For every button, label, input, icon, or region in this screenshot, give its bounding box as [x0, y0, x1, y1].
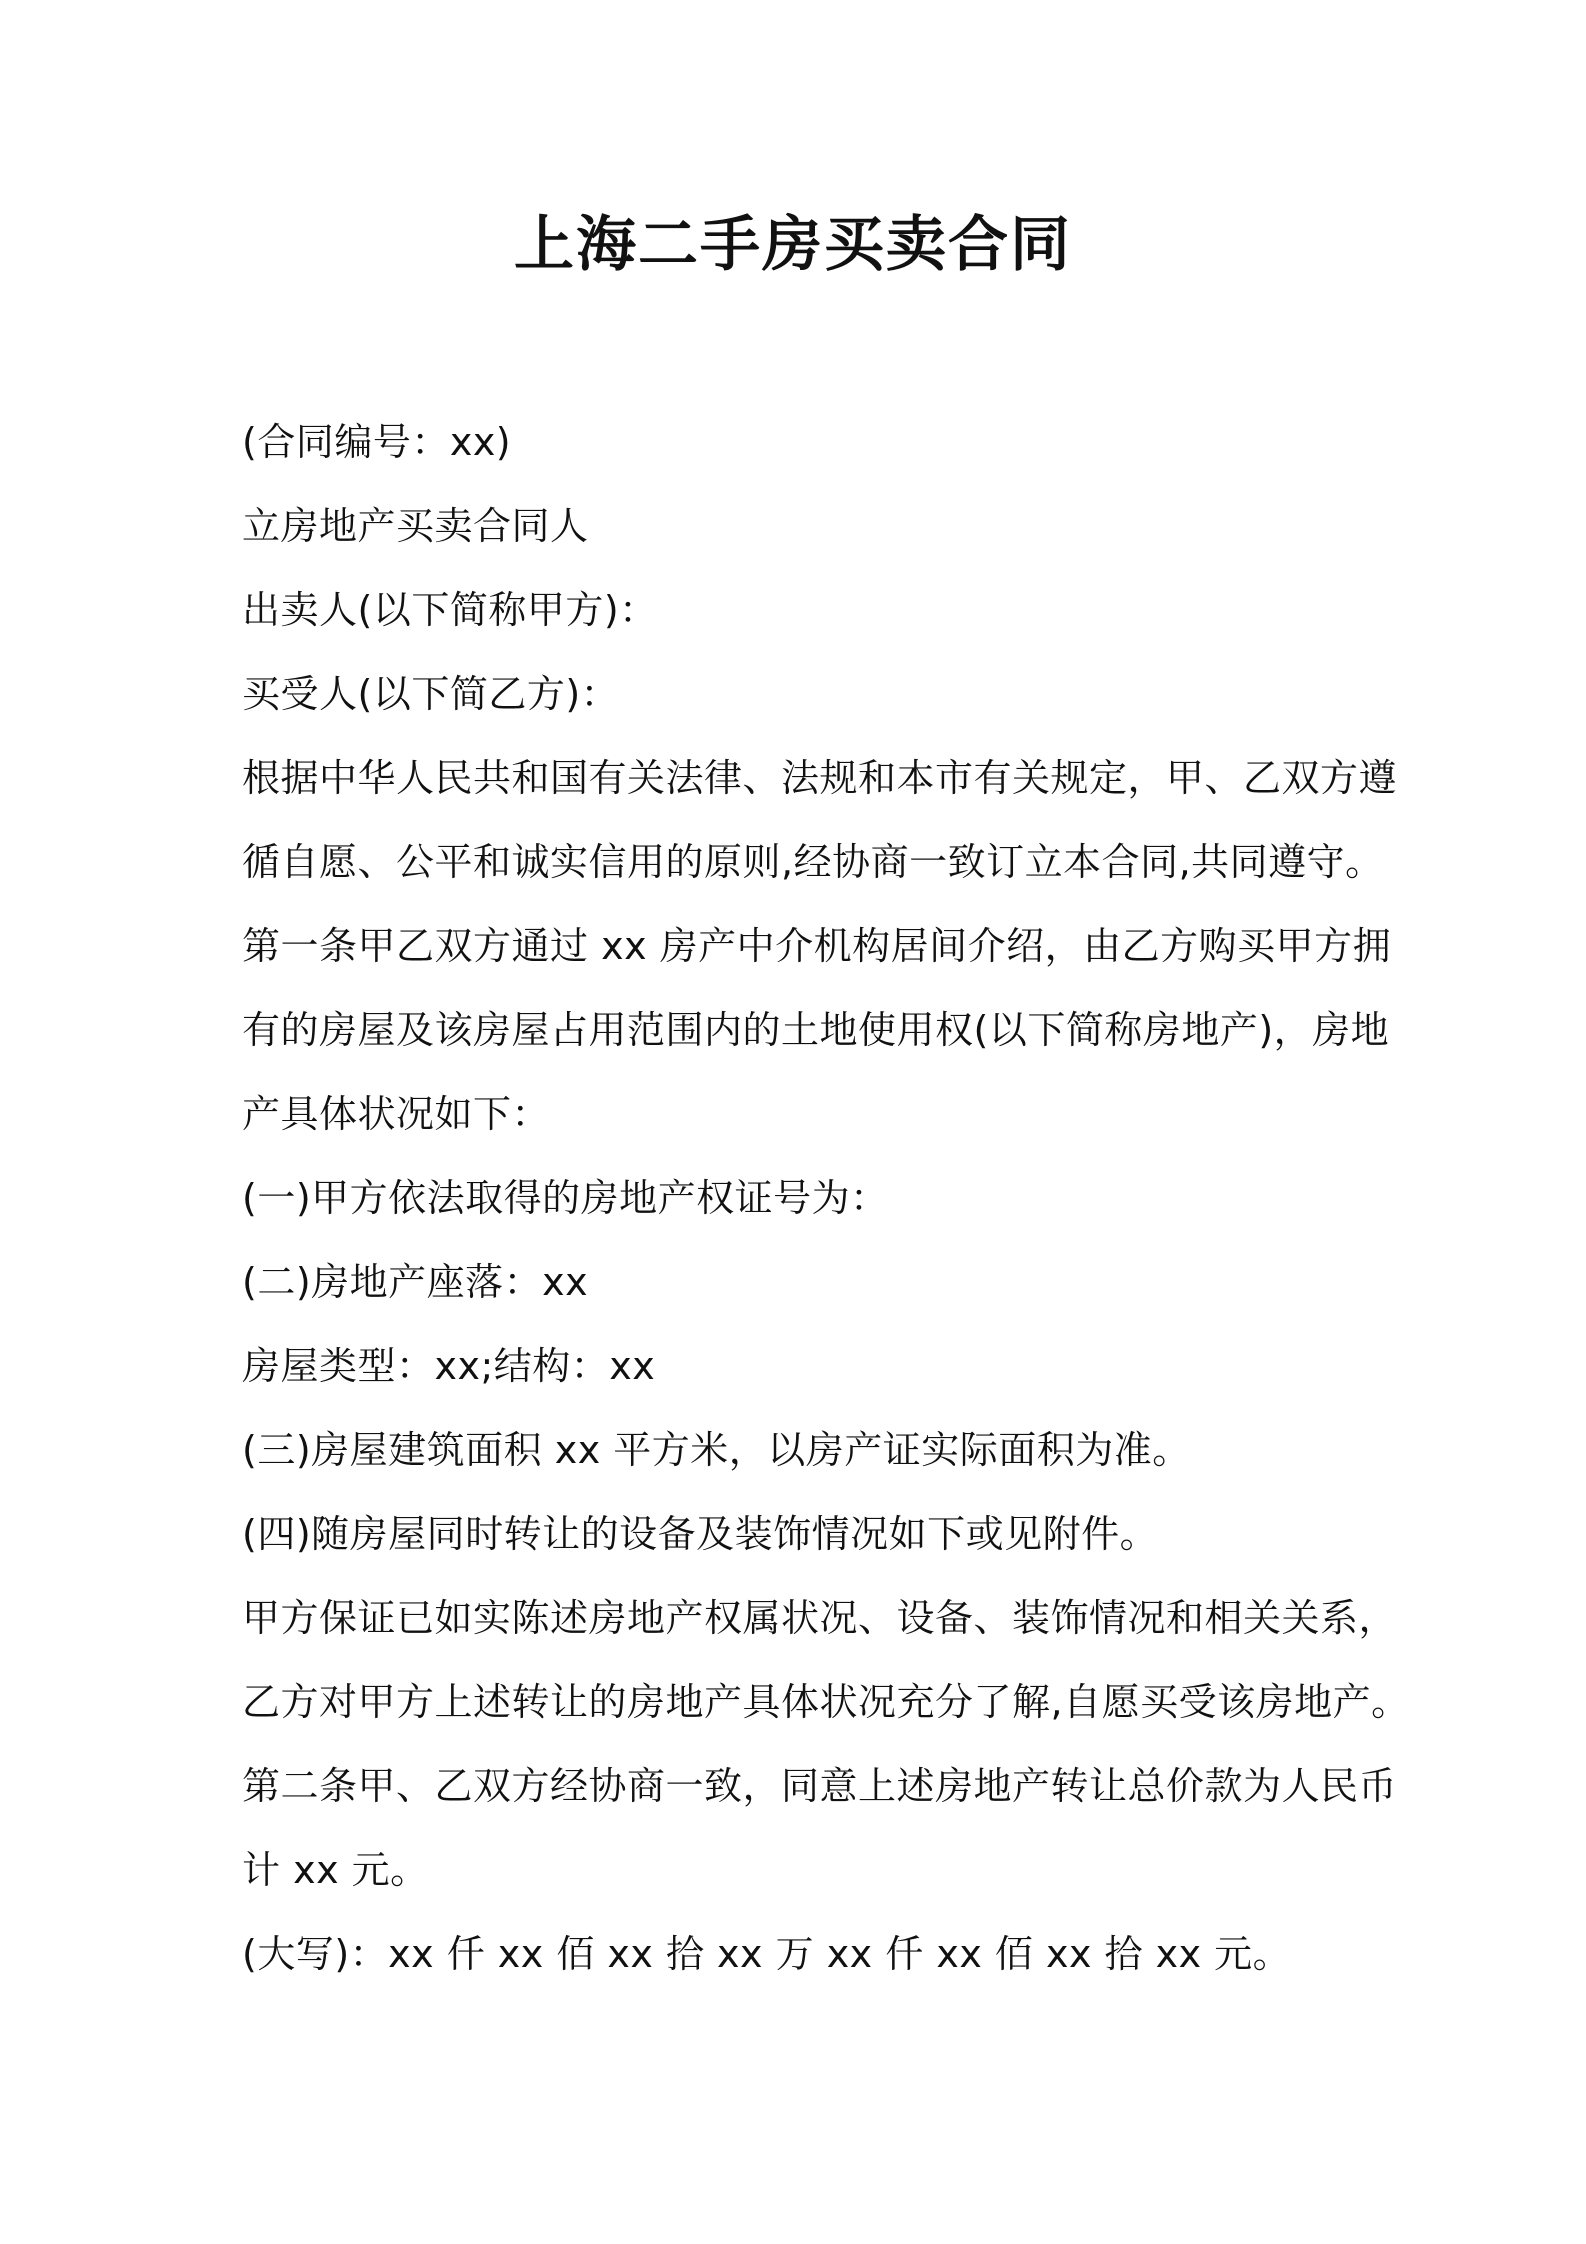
- contract-number-line: (合同编号：xx): [242, 420, 512, 464]
- item-1-line: (一)甲方依法取得的房地产权证号为：: [242, 1176, 889, 1220]
- item-4-line: (四)随房屋同时转让的设备及装饰情况如下或见附件。: [242, 1512, 1159, 1556]
- preamble-line-2: 循自愿、公平和诚实信用的原则,经协商一致订立本合同,共同遵守。: [242, 840, 1384, 884]
- document-body: [242, 400, 1410, 1996]
- item-2-line: (二)房地产座落：xx: [242, 1260, 589, 1304]
- buyer-line: 买受人(以下简乙方)：: [242, 672, 620, 716]
- guarantee-line-1: 甲方保证已如实陈述房地产权属状况、设备、装饰情况和相关关系，: [242, 1596, 1398, 1640]
- amount-in-words-line: (大写)：xx 仟 xx 佰 xx 拾 xx 万 xx 仟 xx 佰 xx 拾 xx 元。: [242, 1932, 1292, 1976]
- guarantee-line-2: 乙方对甲方上述转让的房地产具体状况充分了解,自愿买受该房地产。: [242, 1680, 1410, 1724]
- preamble-line-1: 根据中华人民共和国有关法律、法规和本市有关规定，甲、乙双方遵: [242, 756, 1398, 800]
- article-2-line-1: 第二条甲、乙双方经协商一致，同意上述房地产转让总价款为人民币: [242, 1764, 1398, 1808]
- article-2-line-2: 计 xx 元。: [242, 1848, 429, 1892]
- article-1-line-1: 第一条甲乙双方通过 xx 房产中介机构居间介绍，由乙方购买甲方拥: [242, 924, 1392, 968]
- contract-parties-heading: 立房地产买卖合同人: [242, 504, 589, 548]
- article-1-line-2: 有的房屋及该房屋占用范围内的土地使用权(以下简称房地产)，房地: [242, 1008, 1390, 1052]
- article-1-line-3: 产具体状况如下：: [242, 1092, 551, 1136]
- item-3-line: (三)房屋建筑面积 xx 平方米，以房产证实际面积为准。: [242, 1428, 1191, 1472]
- house-type-line: 房屋类型：xx;结构：xx: [242, 1344, 656, 1388]
- seller-line: 出卖人(以下简称甲方)：: [242, 588, 658, 632]
- document-title: 上海二手房买卖合同: [514, 210, 1072, 280]
